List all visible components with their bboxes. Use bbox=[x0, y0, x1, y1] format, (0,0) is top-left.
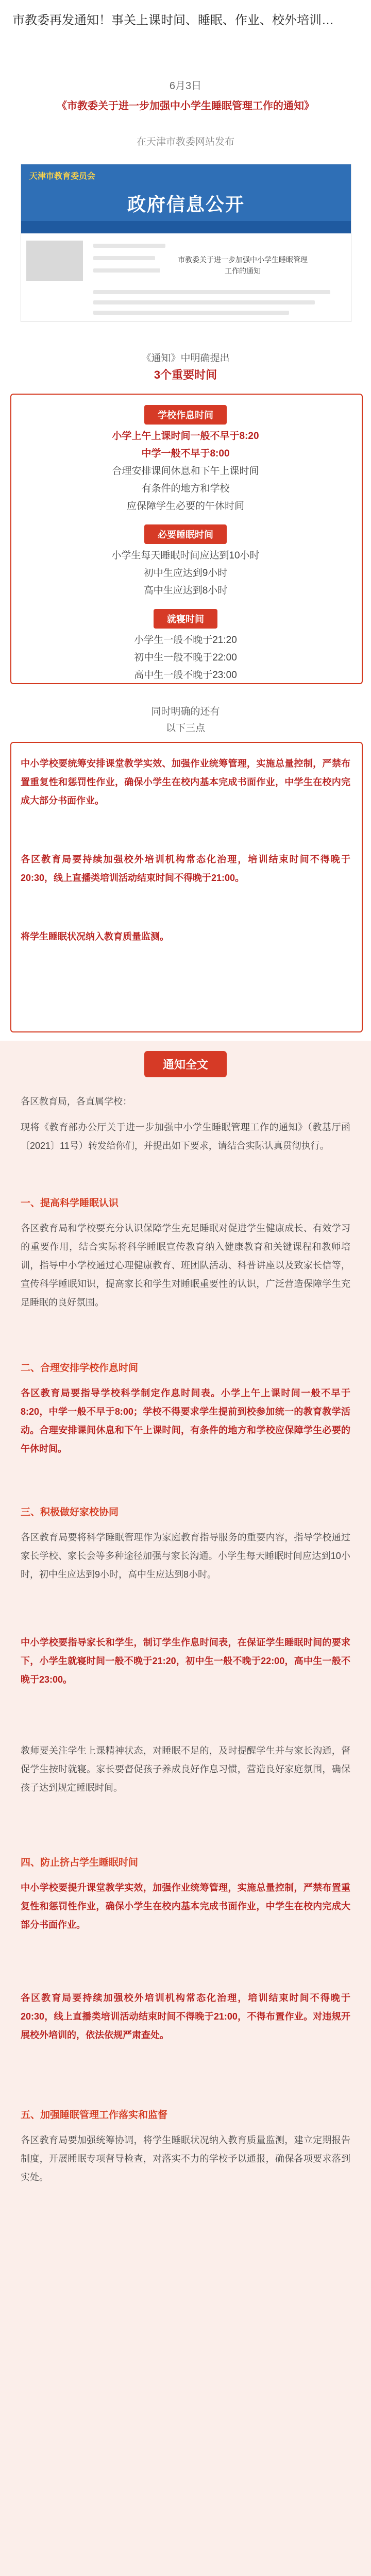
three-points-intro bbox=[0, 704, 371, 737]
portal-title: 政府信息公开 bbox=[127, 194, 245, 215]
row-primary-start: 小学上午上课时间一般不早于8:20 bbox=[112, 431, 259, 442]
row-primary-bedtime: 小学生一般不晚于21:20 bbox=[134, 635, 237, 646]
section-4-text-b: 各区教育局要持续加强校外培训机构常态化治理，培训结束时间不得晚于20:30，线上直播类培训活动结束时间不得晚于21:00，不得布置作业。对违规开展校外培训的，依法依规严肃查处。 bbox=[21, 1993, 350, 2040]
section-3-heading: 三、积极做好家校协同 bbox=[21, 1507, 119, 1518]
point-homework: 中小学校要统筹安排课堂教学实效、加强作业统筹管理，实施总量控制，严禁布置重复性和惩罚性作业，确保小学生在校内基本完成书面作业，中学生在校内完成大部分书面作业。 bbox=[21, 758, 350, 806]
section-2-heading: 二、合理安排学校作息时间 bbox=[21, 1363, 139, 1374]
pill-bedtime: 就寝时间 bbox=[0, 609, 371, 629]
section-4-text: 中小学校要提升课堂教学实效，加强作业统筹管理，实施总量控制，严禁布置重复性和惩罚性作业，确保小学生在校内基本完成书面作业，中学生在校内完成大部分书面作业。 bbox=[21, 1883, 350, 1930]
preview-line bbox=[93, 290, 330, 294]
row-senior-bedtime: 高中生一般不晚于23:00 bbox=[134, 670, 237, 681]
pill-school-schedule: 学校作息时间 bbox=[0, 405, 371, 425]
site-name: 天津市教育委员会 bbox=[29, 172, 96, 181]
notice-intro bbox=[0, 350, 371, 383]
preview-line bbox=[93, 300, 315, 304]
document-preview bbox=[21, 233, 351, 321]
site-banner bbox=[21, 164, 351, 221]
row-junior-sleep: 初中生应达到9小时 bbox=[143, 568, 228, 579]
section-3-text-c: 教师要关注学生上课精神状态，对睡眠不足的，及时提醒学生并与家长沟通，督促学生按时就寝。家长要督促孩子养成良好作息习惯，营造良好家庭氛围，确保孩子达到规定睡眠时间。 bbox=[21, 1745, 350, 1793]
row-junior-bedtime: 初中生一般不晚于22:00 bbox=[134, 652, 237, 663]
three-points-line2: 以下三点 bbox=[165, 723, 205, 734]
full-greeting: 各区教育局，各直属学校： bbox=[21, 1096, 132, 1107]
section-4-heading: 四、防止挤占学生睡眠时间 bbox=[21, 1857, 139, 1868]
row-nap: 应保障学生必要的午休时间 bbox=[126, 501, 244, 512]
section-1-text: 各区教育局和学校要充分认识保障学生充足睡眠对促进学生健康成长、有效学习的重要作用，结合实际将科学睡眠宣传教育纳入健康教育和关键课程和教师培训，指导中小学校通过心理健康教育、班团队活动、科普讲座以及致家长信等，宣传科学睡眠知识，提高家长和学生对睡眠重要性的认识，广泛营造保障学生充足睡眠的良好氛围。 bbox=[21, 1223, 350, 1308]
point-training: 各区教育局要持续加强校外培训机构常态化治理，培训结束时间不得晚于20:30，线上直播类培训活动结束时间不得晚于21:00。 bbox=[21, 854, 350, 883]
section-5-heading: 五、加强睡眠管理工作落实和监督 bbox=[21, 2110, 168, 2121]
section-2-text: 各区教育局要指导学校科学制定作息时间表。小学上午上课时间一般不早于8:20，中学一般不早于8:00；学校不得要求学生提前到校参加统一的教育教学活动。合理安排课间休息和下午上课时间，有条件的地方和学校应保障学生必要的午休时间。 bbox=[21, 1388, 350, 1454]
notice-key: 3个重要时间 bbox=[154, 368, 217, 381]
preview-line bbox=[93, 244, 165, 248]
date-label: 6月3日 bbox=[169, 80, 202, 92]
section-3-text: 各区教育局要将科学睡眠管理作为家庭教育指导服务的重要内容，指导学校通过家长学校、家长会等多种途径加强与家长沟通。小学生每天睡眠时间应达到10小时，初中生应达到9小时，高中生应达到8小时。 bbox=[21, 1532, 350, 1580]
point-monitoring: 将学生睡眠状况纳入教育质量监测。 bbox=[21, 931, 169, 942]
full-text-tag: 通知全文 bbox=[0, 1051, 371, 1077]
section-1-heading: 一、提高科学睡眠认识 bbox=[21, 1198, 119, 1209]
government-site-screenshot bbox=[21, 164, 351, 322]
preview-line bbox=[93, 311, 289, 315]
preview-line bbox=[93, 256, 155, 260]
site-nav bbox=[21, 221, 351, 233]
full-intro: 现将《教育部办公厅关于进一步加强中小学生睡眠管理工作的通知》（教基厅函〔2021〕11号）转发给你们，并提出如下要求，请结合实际认真贯彻执行。 bbox=[21, 1122, 350, 1151]
row-primary-sleep: 小学生每天睡眠时间应达到10小时 bbox=[111, 550, 260, 561]
notice-link-subtitle: 在天津市教委网站发布 bbox=[136, 137, 234, 147]
preview-line bbox=[93, 268, 160, 273]
section-5-text: 各区教育局要加强统筹协调，将学生睡眠状况纳入教育质量监测，建立定期报告制度，开展睡眠专项督导检查，对落实不力的学校予以通报，确保各项要求落到实处。 bbox=[21, 2135, 350, 2182]
three-points-line1: 同时明确的还有 bbox=[151, 706, 220, 717]
pill-sleep-time: 必要睡眠时间 bbox=[0, 524, 371, 544]
row-senior-sleep: 高中生应达到8小时 bbox=[143, 585, 228, 596]
row-middle-start: 中学一般不早于8:00 bbox=[141, 448, 230, 459]
notice-intro-text: 《通知》中明确提出 bbox=[141, 353, 230, 364]
notice-link-title[interactable]: 《市教委关于进一步加强中小学生睡眠管理工作的通知》 bbox=[57, 100, 314, 112]
document-thumbnail bbox=[26, 241, 83, 281]
document-title: 市教委关于进一步加强中小学生睡眠管理工作的通知 bbox=[178, 256, 308, 275]
row-break-arrange: 合理安排课间休息和下午上课时间 bbox=[112, 466, 259, 477]
row-conditions: 有条件的地方和学校 bbox=[141, 483, 230, 494]
article-title: 市教委再发通知！事关上课时间、睡眠、作业、校外培训… bbox=[12, 13, 334, 27]
section-3-text-b: 中小学校要指导家长和学生，制订学生作息时间表，在保证学生睡眠时间的要求下，小学生就寝时间一般不晚于21:20，初中生一般不晚于22:00，高中生一般不晚于23:00。 bbox=[21, 1637, 350, 1685]
